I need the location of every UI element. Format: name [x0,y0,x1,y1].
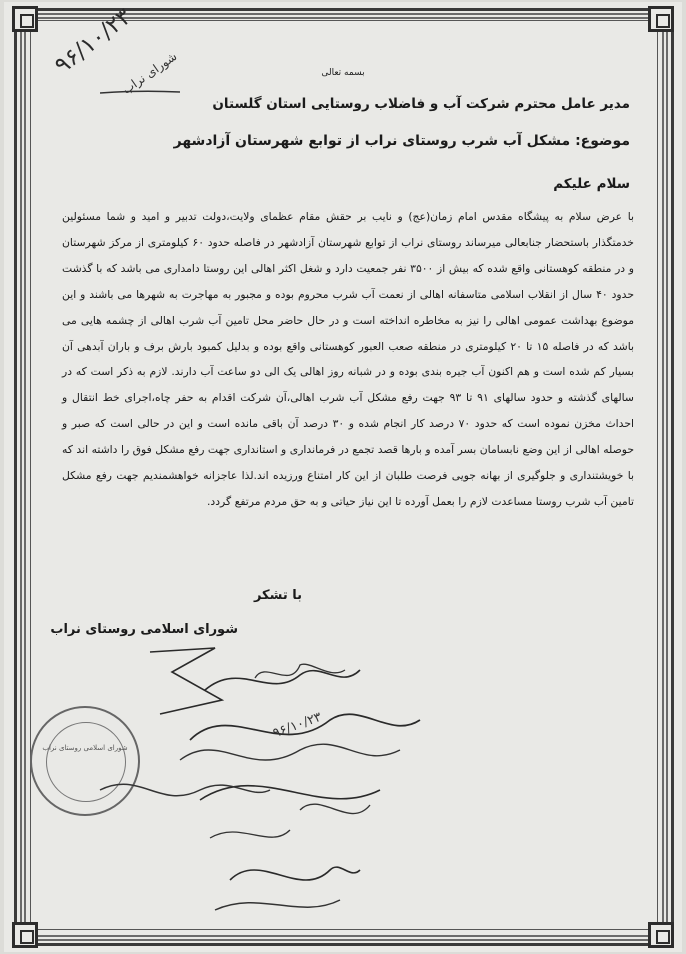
addressee-line: مدیر عامل محترم شرکت آب و فاضلاب روستایی استان گلستان [212,96,630,112]
border-corner-ornament [648,6,674,32]
official-stamp [30,706,140,816]
signature-date-note: ۹۶/۱۰/۲۳ [270,709,324,742]
handwritten-underline [100,90,180,94]
border-corner-ornament [12,6,38,32]
border-corner-ornament [12,922,38,948]
greeting-line: سلام علیکم [553,176,630,192]
subject-line: موضوع: مشکل آب شرب روستای نراب از توابع شهرستان آزادشهر [173,133,630,149]
letter-body: با عرض سلام به پیشگاه مقدس امام زمان(عج) و نایب بر حقش مقام عظمای ولایت،دولت تدبیر و امید و شما مسئولین خدمتگذار باستحضار جنابعالی میرساند روستای نراب از توابع شهرستان آزادشهر در فاصله حدود ۶۰ کیلومتری از مرکز شهرستان و در منطقه کوهستانی واقع شده که بیش از ۳۵۰۰ نفر جمعیت دارد و شغل اکثر اهالی این روستا دامداری می باشد که با گذشت حدود ۴۰ سال از انقلاب اسلامی متاسفانه اهالی از نعمت آب شرب محروم بوده و مجبور به مهاجرت به شهرها می باشند و این موضوع بهداشت عمومی اهالی را نیز به مخاطره انداخته است و در حال حاضر محل تامین آب شرب اهالی از چشمه هایی می باشد که در فاصله ۱۵ تا ۲۰ کیلومتری در منطقه صعب العبور کوهستانی واقع بوده و بدلیل کمبود بارش برف و باران آبدهی آن بسیار کم شده است و هم اکنون آب جیره بندی بوده و در شبانه روز اهالی یک الی دو ساعت آب دارند. لازم به ذکر است که در سالهای گذشته و حدود سالهای ۹۱ تا ۹۳ جهت رفع مشکل آب شرب اهالی،آن شرکت اقدام به حفر چاه،اجرای خط انتقال و احداث مخزن نموده است که حدود ۷۰ درصد کار انجام شده و ۳۰ درصد آن باقی مانده است و این در حالی است که صبر و حوصله اهالی از این وضع نابسامان بسر آمده و بارها قصد تجمع در فرمانداری و استانداری جهت رفع مشکل فوق را داشته اند که با خویشتنداری و جلوگیری از بهانه جویی فرصت طلبان از این کار امتناع ورزیده اند.لذا عاجزانه خواهشمندیم جهت رفع مشکل تامین آب شرب روستا مساعدت لازم را بعمل آورده تا این نیاز حیاتی و به حق مردم مرتفع گردد. [62,210,634,508]
handwritten-registration-number: ۹۶/۱۰/۲۳ [49,3,137,80]
stamp-text: شورای اسلامی روستای نراب [42,744,128,752]
closing-thanks: با تشکر [253,588,302,603]
signatory-title: شورای اسلامی روستای نراب [50,622,238,637]
handwritten-note-text: شورای نراب [119,49,180,97]
basmala-heading: بسمه تعالی [321,68,365,78]
stamp-inner-ring [46,722,126,802]
border-corner-ornament [648,922,674,948]
